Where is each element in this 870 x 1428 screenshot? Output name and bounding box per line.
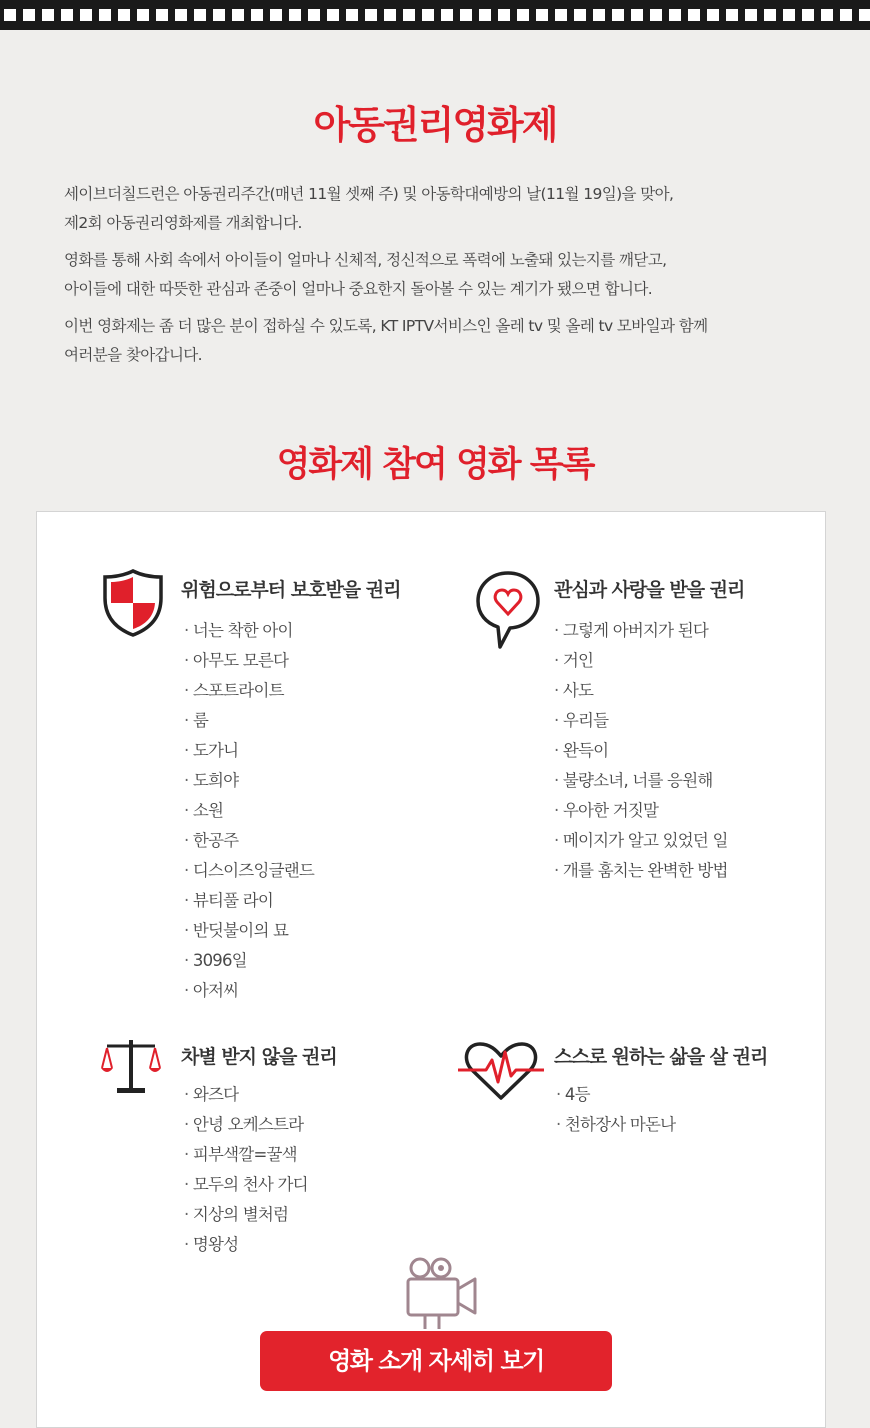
speech-heart-icon bbox=[474, 569, 542, 651]
film-item[interactable]: · 아무도 모른다 bbox=[184, 646, 314, 676]
film-item[interactable]: · 뷰티풀 라이 bbox=[184, 886, 314, 916]
film-item[interactable]: · 우아한 거짓말 bbox=[554, 796, 728, 826]
film-item[interactable]: · 피부색깔=꿀색 bbox=[184, 1140, 308, 1170]
film-item[interactable]: · 3096일 bbox=[184, 946, 314, 976]
film-item[interactable]: · 도희야 bbox=[184, 766, 314, 796]
movie-camera-icon bbox=[405, 1255, 481, 1331]
film-item[interactable]: · 너는 착한 아이 bbox=[184, 616, 314, 646]
film-strip-border bbox=[0, 0, 870, 30]
shield-icon bbox=[101, 568, 165, 638]
film-list-love bbox=[554, 616, 728, 886]
film-item[interactable]: · 그렇게 아버지가 된다 bbox=[554, 616, 728, 646]
film-list-protection bbox=[184, 616, 314, 1006]
film-item[interactable]: · 천하장사 마돈나 bbox=[556, 1110, 675, 1140]
heartbeat-icon bbox=[458, 1040, 544, 1102]
film-item[interactable]: · 소원 bbox=[184, 796, 314, 826]
film-item[interactable]: · 완득이 bbox=[554, 736, 728, 766]
film-item[interactable]: · 명왕성 bbox=[184, 1230, 308, 1260]
page-title: 아동권리영화제 bbox=[313, 103, 557, 147]
film-item[interactable]: · 지상의 별처럼 bbox=[184, 1200, 308, 1230]
film-item[interactable]: · 와즈다 bbox=[184, 1080, 308, 1110]
scales-icon bbox=[101, 1038, 161, 1096]
intro-paragraph-3: 이번 영화제는 좀 더 많은 분이 접하실 수 있도록, KT IPTV서비스인 올레 tv 및 올레 tv 모바일과 함께 여러분을 찾아갑니다. bbox=[64, 317, 708, 364]
film-item[interactable]: · 안녕 오케스트라 bbox=[184, 1110, 308, 1140]
intro-paragraph-1: 세이브더칠드런은 아동권리주간(매년 11월 셋째 주) 및 아동학대예방의 날(11월 19일)을 맞아, 제2회 아동권리영화제를 개최합니다. bbox=[64, 185, 674, 232]
film-list-self-determination bbox=[556, 1080, 675, 1140]
intro-text bbox=[64, 180, 824, 378]
section-title: 영화제 참여 영화 목록 bbox=[276, 445, 594, 485]
movie-details-button[interactable]: 영화 소개 자세히 보기 bbox=[260, 1331, 612, 1391]
film-item[interactable]: · 우리들 bbox=[554, 706, 728, 736]
film-item[interactable]: · 메이지가 알고 있었던 일 bbox=[554, 826, 728, 856]
category-title-protection: 위험으로부터 보호받을 권리 bbox=[181, 579, 401, 601]
film-strip-holes bbox=[4, 9, 870, 21]
film-item[interactable]: · 도가니 bbox=[184, 736, 314, 766]
film-item[interactable]: · 반딧불이의 묘 bbox=[184, 916, 314, 946]
category-title-nondiscrimination: 차별 받지 않을 권리 bbox=[181, 1046, 337, 1068]
film-item[interactable]: · 불량소녀, 너를 응원해 bbox=[554, 766, 728, 796]
film-item[interactable]: · 스포트라이트 bbox=[184, 676, 314, 706]
film-item[interactable]: · 개를 훔치는 완벽한 방법 bbox=[554, 856, 728, 886]
film-list-nondiscrimination bbox=[184, 1080, 308, 1260]
film-item[interactable]: · 사도 bbox=[554, 676, 728, 706]
intro-paragraph-2: 영화를 통해 사회 속에서 아이들이 얼마나 신체적, 정신적으로 폭력에 노출돼 있는지를 깨닫고, 아이들에 대한 따뜻한 관심과 존중이 얼마나 중요한지 돌아볼 수 있는 계기가 됐으면 합니다. bbox=[64, 251, 667, 298]
film-item[interactable]: · 거인 bbox=[554, 646, 728, 676]
category-title-love: 관심과 사랑을 받을 권리 bbox=[554, 579, 745, 601]
film-item[interactable]: · 아저씨 bbox=[184, 976, 314, 1006]
film-item[interactable]: · 룸 bbox=[184, 706, 314, 736]
category-title-self-determination: 스스로 원하는 삶을 살 권리 bbox=[554, 1046, 768, 1068]
film-item[interactable]: · 디스이즈잉글랜드 bbox=[184, 856, 314, 886]
film-item[interactable]: · 모두의 천사 가디 bbox=[184, 1170, 308, 1200]
film-item[interactable]: · 한공주 bbox=[184, 826, 314, 856]
film-item[interactable]: · 4등 bbox=[556, 1080, 675, 1110]
